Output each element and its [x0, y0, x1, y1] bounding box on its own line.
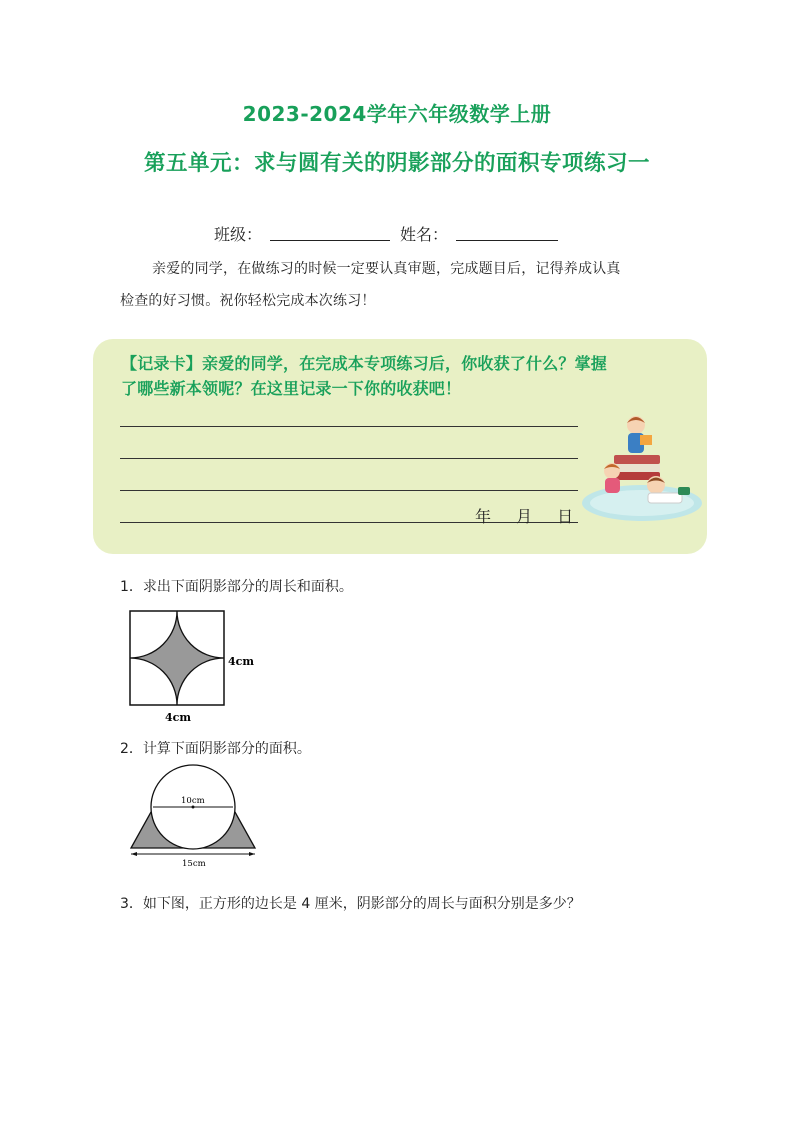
question-1: 1．求出下面阴影部分的周长和面积。 — [120, 579, 353, 595]
question-3: 3．如下图，正方形的边长是 4 厘米，阴影部分的周长与面积分别是多少？ — [120, 896, 581, 912]
question-2: 2．计算下面阴影部分的面积。 — [120, 741, 311, 757]
record-card-heading: 【记录卡】亲爱的同学，在完成本专项练习后，你收获了什么？掌握 — [121, 354, 608, 373]
intro-line-1: 亲爱的同学，在做练习的时候一定要认真审题，完成题目后，记得养成认真 — [152, 261, 621, 277]
page-subtitle: 第五单元：求与圆有关的阴影部分的面积专项练习一 — [143, 151, 650, 176]
bottom-length-label: 4cm — [165, 711, 191, 724]
class-field[interactable] — [270, 240, 390, 241]
record-card — [93, 339, 707, 554]
record-date: 年 月 日 — [475, 507, 576, 526]
record-write-line-1[interactable] — [120, 426, 578, 427]
diameter-label: 10cm — [181, 796, 205, 806]
side-length-label: 4cm — [228, 655, 254, 668]
reading-children-illustration — [578, 409, 706, 529]
class-label: 班级： — [214, 225, 263, 244]
record-write-line-2[interactable] — [120, 458, 578, 459]
intro-line-2: 检查的好习惯。祝你轻松完成本次练习！ — [120, 293, 376, 309]
figure-1-square-arcs — [120, 605, 260, 727]
figure-2-circle-trapezoid — [125, 760, 265, 876]
student-info — [0, 222, 794, 246]
name-field[interactable] — [456, 240, 558, 241]
record-card-prompt: 了哪些新本领呢？在这里记录一下你的收获吧！ — [121, 379, 462, 398]
name-label: 姓名： — [400, 225, 449, 244]
page-title: 2023-2024学年六年级数学上册 — [242, 102, 552, 126]
record-write-line-3[interactable] — [120, 490, 578, 491]
base-label: 15cm — [182, 859, 206, 869]
